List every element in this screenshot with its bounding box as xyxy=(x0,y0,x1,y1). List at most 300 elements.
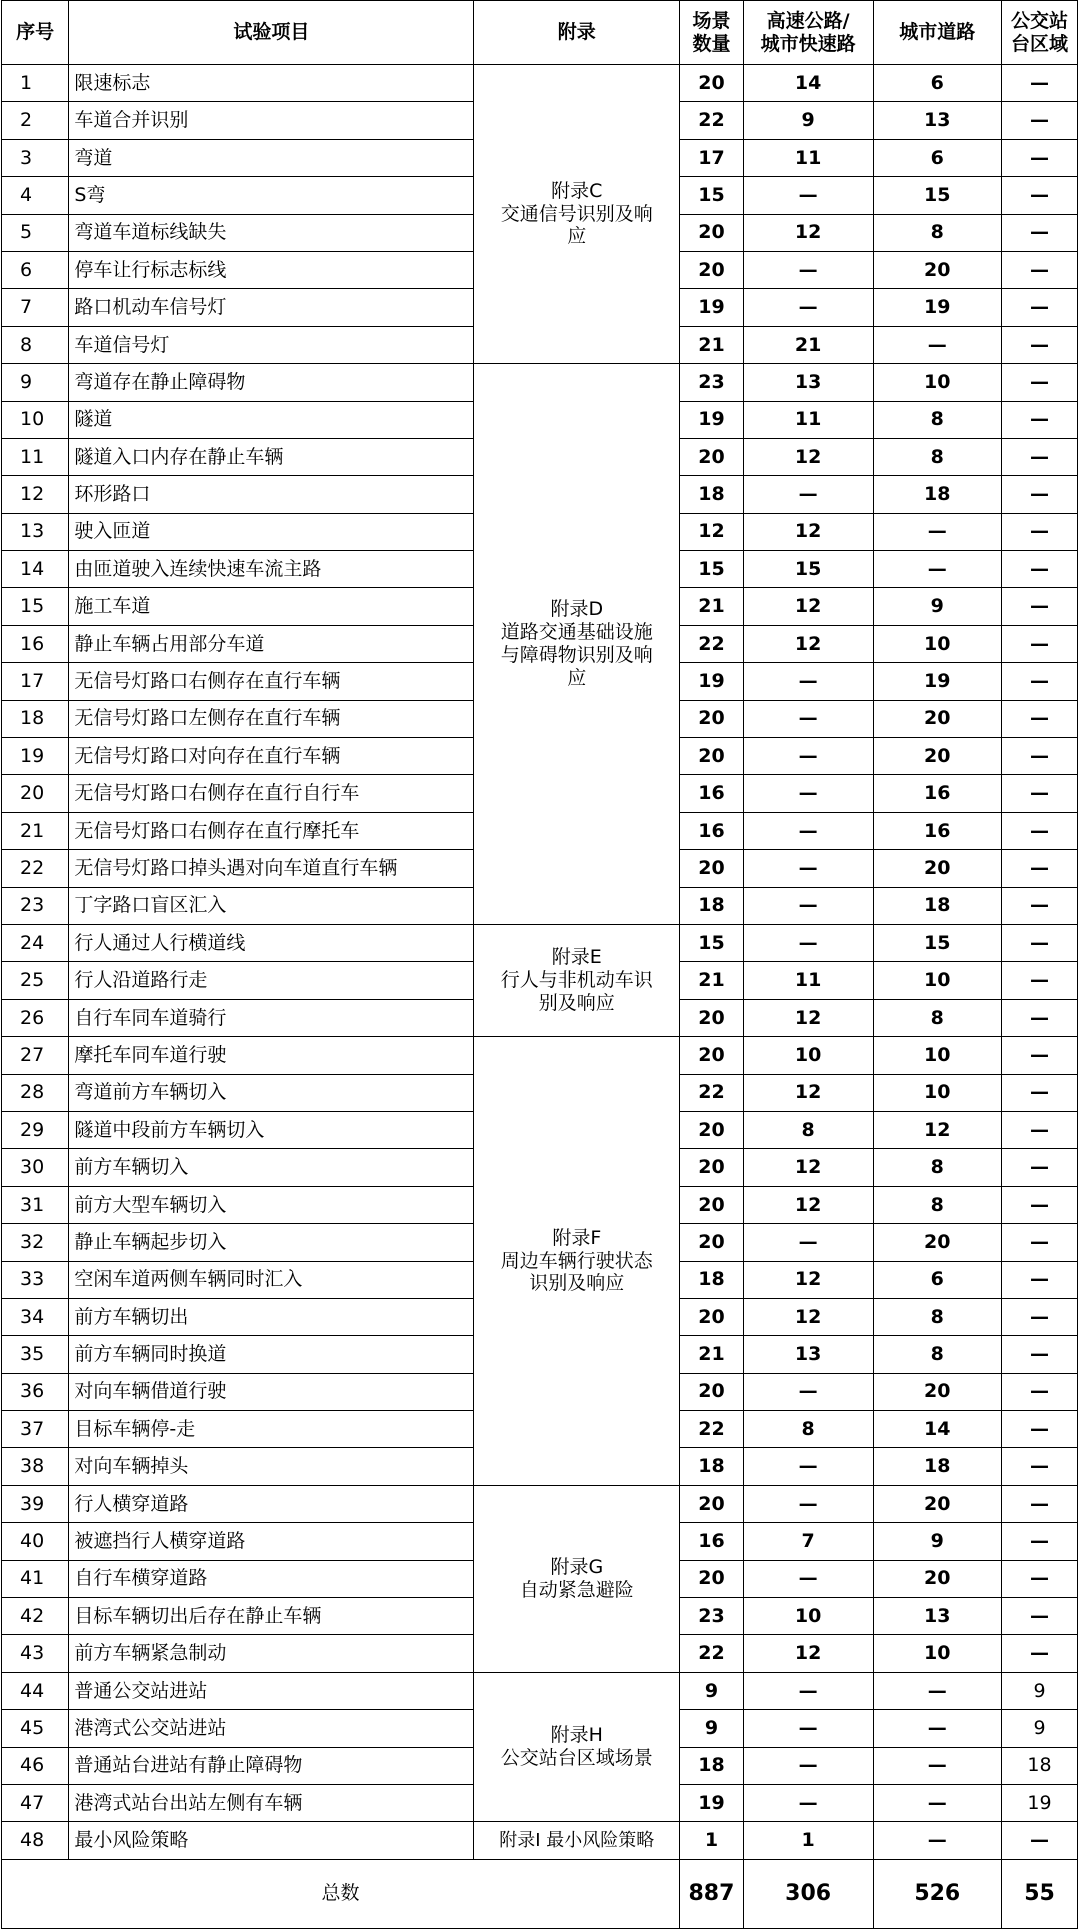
bus-stop-count: — xyxy=(1002,1560,1078,1597)
scenario-count: 21 xyxy=(680,588,744,625)
bus-stop-count: — xyxy=(1002,1523,1078,1560)
scenario-count: 20 xyxy=(680,1485,744,1522)
test-item: 前方车辆切入 xyxy=(69,1149,474,1186)
bus-stop-count: — xyxy=(1002,1224,1078,1261)
test-item: 目标车辆切出后存在静止车辆 xyxy=(69,1598,474,1635)
highway-count: 9 xyxy=(743,102,873,139)
test-item: 行人沿道路行走 xyxy=(69,962,474,999)
test-item: 由匝道驶入连续快速车流主路 xyxy=(69,551,474,588)
row-number: 23 xyxy=(2,887,69,924)
scenario-count: 22 xyxy=(680,1411,744,1448)
urban-count: 9 xyxy=(873,1523,1002,1560)
header-item: 试验项目 xyxy=(69,1,474,65)
bus-stop-count: — xyxy=(1002,326,1078,363)
highway-count: — xyxy=(743,1747,873,1784)
scenario-count: 21 xyxy=(680,326,744,363)
urban-count: 20 xyxy=(873,738,1002,775)
appendix-cell: 附录E 行人与非机动车识 别及响应 xyxy=(474,924,680,1036)
scenario-count: 17 xyxy=(680,139,744,176)
test-item: 行人通过人行横道线 xyxy=(69,924,474,961)
header-urban: 城市道路 xyxy=(873,1,1002,65)
total-bus: 55 xyxy=(1002,1859,1078,1928)
highway-count: 12 xyxy=(743,513,873,550)
total-count: 887 xyxy=(680,1859,744,1928)
row-number: 30 xyxy=(2,1149,69,1186)
scenario-count: 18 xyxy=(680,1448,744,1485)
row-number: 24 xyxy=(2,924,69,961)
table-row xyxy=(2,1485,1078,1522)
urban-count: 20 xyxy=(873,1560,1002,1597)
highway-count: — xyxy=(743,924,873,961)
test-item: 无信号灯路口右侧存在直行自行车 xyxy=(69,775,474,812)
highway-count: 12 xyxy=(743,1298,873,1335)
bus-stop-count: — xyxy=(1002,1411,1078,1448)
urban-count: 10 xyxy=(873,364,1002,401)
highway-count: — xyxy=(743,1373,873,1410)
row-number: 39 xyxy=(2,1485,69,1522)
row-number: 14 xyxy=(2,551,69,588)
bus-stop-count: — xyxy=(1002,1149,1078,1186)
scenario-count: 22 xyxy=(680,625,744,662)
scenario-count: 18 xyxy=(680,887,744,924)
bus-stop-count: — xyxy=(1002,1598,1078,1635)
test-item: 无信号灯路口右侧存在直行车辆 xyxy=(69,663,474,700)
row-number: 46 xyxy=(2,1747,69,1784)
table-body xyxy=(2,65,1078,1860)
test-item: 被遮挡行人横穿道路 xyxy=(69,1523,474,1560)
urban-count: 13 xyxy=(873,102,1002,139)
row-number: 31 xyxy=(2,1186,69,1223)
scenario-count: 20 xyxy=(680,738,744,775)
highway-count: — xyxy=(743,1485,873,1522)
urban-count: 18 xyxy=(873,1448,1002,1485)
test-item: 空闲车道两侧车辆同时汇入 xyxy=(69,1261,474,1298)
row-number: 27 xyxy=(2,1037,69,1074)
highway-count: 12 xyxy=(743,625,873,662)
bus-stop-count: — xyxy=(1002,924,1078,961)
highway-count: — xyxy=(743,775,873,812)
bus-stop-count: — xyxy=(1002,1037,1078,1074)
appendix-cell: 附录C 交通信号识别及响 应 xyxy=(474,65,680,364)
urban-count: 8 xyxy=(873,999,1002,1036)
highway-count: — xyxy=(743,738,873,775)
row-number: 13 xyxy=(2,513,69,550)
row-number: 12 xyxy=(2,476,69,513)
bus-stop-count: — xyxy=(1002,364,1078,401)
highway-count: 11 xyxy=(743,401,873,438)
urban-count: 8 xyxy=(873,1298,1002,1335)
test-item: 弯道车道标线缺失 xyxy=(69,214,474,251)
row-number: 5 xyxy=(2,214,69,251)
table-row xyxy=(2,364,1078,401)
highway-count: 15 xyxy=(743,551,873,588)
scenario-count: 18 xyxy=(680,1261,744,1298)
test-item: 自行车同车道骑行 xyxy=(69,999,474,1036)
urban-count: 8 xyxy=(873,1186,1002,1223)
bus-stop-count: — xyxy=(1002,1298,1078,1335)
urban-count: 18 xyxy=(873,476,1002,513)
row-number: 4 xyxy=(2,177,69,214)
test-item: 无信号灯路口左侧存在直行车辆 xyxy=(69,700,474,737)
scenario-count: 21 xyxy=(680,962,744,999)
test-item: 行人横穿道路 xyxy=(69,1485,474,1522)
total-label: 总数 xyxy=(2,1859,680,1928)
highway-count: — xyxy=(743,887,873,924)
row-number: 36 xyxy=(2,1373,69,1410)
bus-stop-count: — xyxy=(1002,551,1078,588)
scenario-count: 23 xyxy=(680,1598,744,1635)
urban-count: 20 xyxy=(873,1224,1002,1261)
scenario-count: 20 xyxy=(680,700,744,737)
bus-stop-count: 9 xyxy=(1002,1710,1078,1747)
test-item: 前方车辆切出 xyxy=(69,1298,474,1335)
scenario-table xyxy=(1,0,1078,1929)
row-number: 32 xyxy=(2,1224,69,1261)
urban-count: 15 xyxy=(873,924,1002,961)
scenario-count: 15 xyxy=(680,924,744,961)
highway-count: 12 xyxy=(743,1074,873,1111)
header-bus: 公交站 台区域 xyxy=(1002,1,1078,65)
highway-count: — xyxy=(743,700,873,737)
highway-count: — xyxy=(743,850,873,887)
total-row xyxy=(2,1859,1078,1928)
bus-stop-count: — xyxy=(1002,850,1078,887)
highway-count: — xyxy=(743,476,873,513)
test-item: 隧道 xyxy=(69,401,474,438)
appendix-cell: 附录H 公交站台区域场景 xyxy=(474,1672,680,1822)
header-seq: 序号 xyxy=(2,1,69,65)
scenario-count: 18 xyxy=(680,476,744,513)
test-item: 隧道中段前方车辆切入 xyxy=(69,1111,474,1148)
urban-count: 16 xyxy=(873,812,1002,849)
bus-stop-count: 19 xyxy=(1002,1784,1078,1821)
urban-count: 6 xyxy=(873,1261,1002,1298)
bus-stop-count: — xyxy=(1002,1186,1078,1223)
urban-count: 18 xyxy=(873,887,1002,924)
bus-stop-count: — xyxy=(1002,401,1078,438)
urban-count: 8 xyxy=(873,1336,1002,1373)
row-number: 47 xyxy=(2,1784,69,1821)
urban-count: 14 xyxy=(873,1411,1002,1448)
scenario-count: 15 xyxy=(680,551,744,588)
urban-count: 8 xyxy=(873,401,1002,438)
bus-stop-count: — xyxy=(1002,289,1078,326)
scenario-count: 16 xyxy=(680,1523,744,1560)
highway-count: — xyxy=(743,251,873,288)
row-number: 48 xyxy=(2,1822,69,1859)
bus-stop-count: — xyxy=(1002,999,1078,1036)
header-highway: 高速公路/ 城市快速路 xyxy=(743,1,873,65)
row-number: 41 xyxy=(2,1560,69,1597)
scenario-count: 15 xyxy=(680,177,744,214)
test-item: 驶入匝道 xyxy=(69,513,474,550)
row-number: 10 xyxy=(2,401,69,438)
test-item: 普通站台进站有静止障碍物 xyxy=(69,1747,474,1784)
scenario-count: 20 xyxy=(680,1224,744,1261)
row-number: 7 xyxy=(2,289,69,326)
test-item: 静止车辆起步切入 xyxy=(69,1224,474,1261)
urban-count: 12 xyxy=(873,1111,1002,1148)
table-row xyxy=(2,1822,1078,1859)
test-item: 丁字路口盲区汇入 xyxy=(69,887,474,924)
row-number: 33 xyxy=(2,1261,69,1298)
test-item: 前方车辆紧急制动 xyxy=(69,1635,474,1672)
urban-count: — xyxy=(873,513,1002,550)
row-number: 26 xyxy=(2,999,69,1036)
highway-count: 12 xyxy=(743,1635,873,1672)
table-row xyxy=(2,1672,1078,1709)
urban-count: — xyxy=(873,1822,1002,1859)
test-item: 摩托车同车道行驶 xyxy=(69,1037,474,1074)
scenario-count: 19 xyxy=(680,289,744,326)
bus-stop-count: — xyxy=(1002,738,1078,775)
highway-count: — xyxy=(743,1672,873,1709)
test-item: 无信号灯路口右侧存在直行摩托车 xyxy=(69,812,474,849)
bus-stop-count: — xyxy=(1002,177,1078,214)
bus-stop-count: — xyxy=(1002,1111,1078,1148)
test-item: 前方大型车辆切入 xyxy=(69,1186,474,1223)
table-row xyxy=(2,65,1078,102)
row-number: 9 xyxy=(2,364,69,401)
scenario-count: 9 xyxy=(680,1672,744,1709)
urban-count: 20 xyxy=(873,1373,1002,1410)
urban-count: 6 xyxy=(873,65,1002,102)
highway-count: 21 xyxy=(743,326,873,363)
table-row xyxy=(2,924,1078,961)
test-item: S弯 xyxy=(69,177,474,214)
urban-count: 8 xyxy=(873,1149,1002,1186)
total-highway: 306 xyxy=(743,1859,873,1928)
scenario-count: 9 xyxy=(680,1710,744,1747)
urban-count: — xyxy=(873,1747,1002,1784)
urban-count: 8 xyxy=(873,214,1002,251)
bus-stop-count: — xyxy=(1002,1485,1078,1522)
urban-count: 13 xyxy=(873,1598,1002,1635)
urban-count: 20 xyxy=(873,251,1002,288)
test-item: 静止车辆占用部分车道 xyxy=(69,625,474,662)
test-item: 车道合并识别 xyxy=(69,102,474,139)
bus-stop-count: — xyxy=(1002,625,1078,662)
test-item: 车道信号灯 xyxy=(69,326,474,363)
scenario-count: 20 xyxy=(680,214,744,251)
test-item: 环形路口 xyxy=(69,476,474,513)
urban-count: — xyxy=(873,1710,1002,1747)
bus-stop-count: — xyxy=(1002,1074,1078,1111)
test-item: 前方车辆同时换道 xyxy=(69,1336,474,1373)
scenario-count: 20 xyxy=(680,65,744,102)
bus-stop-count: — xyxy=(1002,1635,1078,1672)
row-number: 35 xyxy=(2,1336,69,1373)
row-number: 29 xyxy=(2,1111,69,1148)
scenario-count: 20 xyxy=(680,1298,744,1335)
test-item: 目标车辆停-走 xyxy=(69,1411,474,1448)
urban-count: 9 xyxy=(873,588,1002,625)
scenario-count: 23 xyxy=(680,364,744,401)
urban-count: 20 xyxy=(873,700,1002,737)
test-item: 普通公交站进站 xyxy=(69,1672,474,1709)
scenario-count: 12 xyxy=(680,513,744,550)
bus-stop-count: — xyxy=(1002,214,1078,251)
scenario-count: 19 xyxy=(680,1784,744,1821)
row-number: 6 xyxy=(2,251,69,288)
urban-count: 8 xyxy=(873,438,1002,475)
highway-count: 12 xyxy=(743,1186,873,1223)
urban-count: 20 xyxy=(873,850,1002,887)
row-number: 43 xyxy=(2,1635,69,1672)
row-number: 17 xyxy=(2,663,69,700)
urban-count: 16 xyxy=(873,775,1002,812)
test-item: 停车让行标志标线 xyxy=(69,251,474,288)
highway-count: 12 xyxy=(743,438,873,475)
row-number: 37 xyxy=(2,1411,69,1448)
row-number: 15 xyxy=(2,588,69,625)
test-item: 对向车辆掉头 xyxy=(69,1448,474,1485)
highway-count: — xyxy=(743,177,873,214)
bus-stop-count: — xyxy=(1002,251,1078,288)
highway-count: 13 xyxy=(743,1336,873,1373)
highway-count: 7 xyxy=(743,1523,873,1560)
appendix-cell: 附录G 自动紧急避险 xyxy=(474,1485,680,1672)
urban-count: 10 xyxy=(873,962,1002,999)
row-number: 18 xyxy=(2,700,69,737)
urban-count: 19 xyxy=(873,663,1002,700)
highway-count: 12 xyxy=(743,999,873,1036)
scenario-count: 16 xyxy=(680,812,744,849)
highway-count: 12 xyxy=(743,214,873,251)
test-item: 弯道 xyxy=(69,139,474,176)
bus-stop-count: — xyxy=(1002,700,1078,737)
test-item: 无信号灯路口掉头遇对向车道直行车辆 xyxy=(69,850,474,887)
header-row xyxy=(2,1,1078,65)
row-number: 28 xyxy=(2,1074,69,1111)
row-number: 3 xyxy=(2,139,69,176)
table-row xyxy=(2,1037,1078,1074)
row-number: 25 xyxy=(2,962,69,999)
scenario-count: 22 xyxy=(680,102,744,139)
scenario-count: 20 xyxy=(680,1111,744,1148)
highway-count: 12 xyxy=(743,588,873,625)
urban-count: — xyxy=(873,1784,1002,1821)
scenario-count: 20 xyxy=(680,1037,744,1074)
highway-count: — xyxy=(743,1784,873,1821)
scenario-count: 22 xyxy=(680,1635,744,1672)
highway-count: 12 xyxy=(743,1261,873,1298)
scenario-count: 20 xyxy=(680,251,744,288)
urban-count: — xyxy=(873,326,1002,363)
bus-stop-count: — xyxy=(1002,139,1078,176)
scenario-count: 22 xyxy=(680,1074,744,1111)
row-number: 34 xyxy=(2,1298,69,1335)
urban-count: 10 xyxy=(873,1037,1002,1074)
bus-stop-count: — xyxy=(1002,476,1078,513)
bus-stop-count: — xyxy=(1002,438,1078,475)
test-item: 港湾式公交站进站 xyxy=(69,1710,474,1747)
urban-count: 6 xyxy=(873,139,1002,176)
test-item: 港湾式站台出站左侧有车辆 xyxy=(69,1784,474,1821)
row-number: 40 xyxy=(2,1523,69,1560)
bus-stop-count: 9 xyxy=(1002,1672,1078,1709)
bus-stop-count: — xyxy=(1002,775,1078,812)
bus-stop-count: — xyxy=(1002,1822,1078,1859)
bus-stop-count: — xyxy=(1002,588,1078,625)
bus-stop-count: 18 xyxy=(1002,1747,1078,1784)
scenario-count: 18 xyxy=(680,1747,744,1784)
urban-count: 19 xyxy=(873,289,1002,326)
bus-stop-count: — xyxy=(1002,1261,1078,1298)
row-number: 22 xyxy=(2,850,69,887)
scenario-count: 1 xyxy=(680,1822,744,1859)
appendix-cell: 附录I 最小风险策略 xyxy=(474,1822,680,1859)
bus-stop-count: — xyxy=(1002,513,1078,550)
highway-count: — xyxy=(743,812,873,849)
highway-count: — xyxy=(743,663,873,700)
bus-stop-count: — xyxy=(1002,962,1078,999)
bus-stop-count: — xyxy=(1002,1336,1078,1373)
bus-stop-count: — xyxy=(1002,1448,1078,1485)
highway-count: 10 xyxy=(743,1598,873,1635)
highway-count: 10 xyxy=(743,1037,873,1074)
urban-count: 10 xyxy=(873,625,1002,662)
scenario-count: 20 xyxy=(680,850,744,887)
scenario-count: 19 xyxy=(680,401,744,438)
highway-count: 8 xyxy=(743,1411,873,1448)
highway-count: — xyxy=(743,289,873,326)
highway-count: — xyxy=(743,1710,873,1747)
test-item: 限速标志 xyxy=(69,65,474,102)
highway-count: 8 xyxy=(743,1111,873,1148)
row-number: 16 xyxy=(2,625,69,662)
urban-count: — xyxy=(873,1672,1002,1709)
row-number: 19 xyxy=(2,738,69,775)
urban-count: 10 xyxy=(873,1635,1002,1672)
test-item: 施工车道 xyxy=(69,588,474,625)
header-count: 场景 数量 xyxy=(680,1,744,65)
appendix-cell: 附录F 周边车辆行驶状态 识别及响应 xyxy=(474,1037,680,1486)
test-item: 自行车横穿道路 xyxy=(69,1560,474,1597)
scenario-count: 20 xyxy=(680,1149,744,1186)
test-item: 无信号灯路口对向存在直行车辆 xyxy=(69,738,474,775)
row-number: 20 xyxy=(2,775,69,812)
highway-count: — xyxy=(743,1224,873,1261)
row-number: 42 xyxy=(2,1598,69,1635)
scenario-count: 21 xyxy=(680,1336,744,1373)
bus-stop-count: — xyxy=(1002,887,1078,924)
row-number: 2 xyxy=(2,102,69,139)
urban-count: — xyxy=(873,551,1002,588)
highway-count: 13 xyxy=(743,364,873,401)
scenario-count: 19 xyxy=(680,663,744,700)
urban-count: 20 xyxy=(873,1485,1002,1522)
scenario-count: 20 xyxy=(680,999,744,1036)
test-item: 弯道前方车辆切入 xyxy=(69,1074,474,1111)
total-urban: 526 xyxy=(873,1859,1002,1928)
row-number: 44 xyxy=(2,1672,69,1709)
test-item: 隧道入口内存在静止车辆 xyxy=(69,438,474,475)
test-item: 最小风险策略 xyxy=(69,1822,474,1859)
header-appendix: 附录 xyxy=(474,1,680,65)
highway-count: 1 xyxy=(743,1822,873,1859)
bus-stop-count: — xyxy=(1002,663,1078,700)
test-item: 路口机动车信号灯 xyxy=(69,289,474,326)
bus-stop-count: — xyxy=(1002,102,1078,139)
bus-stop-count: — xyxy=(1002,812,1078,849)
row-number: 21 xyxy=(2,812,69,849)
row-number: 38 xyxy=(2,1448,69,1485)
scenario-count: 20 xyxy=(680,1186,744,1223)
row-number: 1 xyxy=(2,65,69,102)
urban-count: 15 xyxy=(873,177,1002,214)
test-item: 对向车辆借道行驶 xyxy=(69,1373,474,1410)
